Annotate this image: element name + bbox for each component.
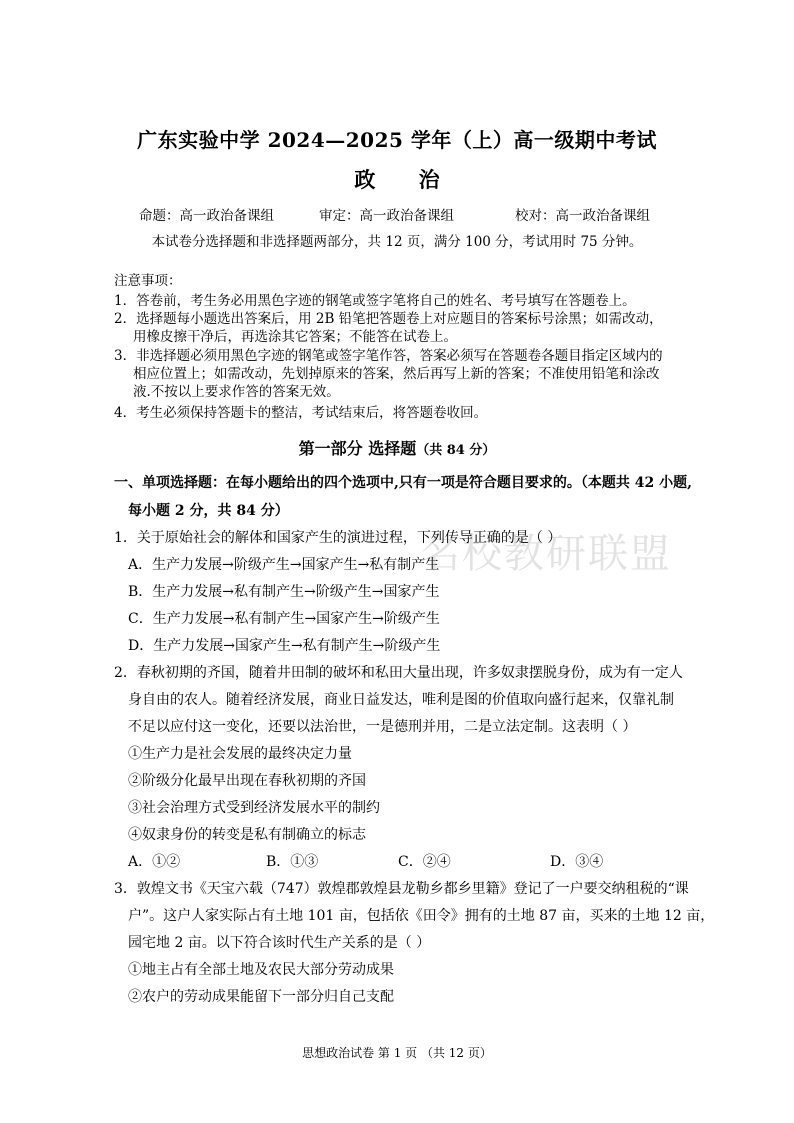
notice-item: 2．选择题每小题选出答案后，用 2B 铅笔把答题卷上对应题目的答案标号涂黑；如需改动， (114, 311, 663, 327)
answer-option: A．①② (128, 854, 181, 870)
answer-option: D．生产力发展→国家产生→私有制产生→阶级产生 (128, 638, 441, 654)
section-instruction-continued: 每小题 2 分，共 84 分） (128, 503, 289, 519)
notice-item-continued: 用橡皮擦干净后，再选涂其它答案；不能答在试卷上。 (133, 329, 457, 345)
section-score: （共 84 分） (416, 443, 496, 458)
section-title: 第一部分 选择题 (298, 439, 417, 458)
notice-item-continued: 液.不按以上要求作答的答案无效。 (133, 384, 340, 400)
question-stem: 3．敦煌文书《天宝六载（747）敦煌郡敦煌县龙勒乡都乡里籍》登记了一户要交纳租税的“课 (114, 881, 689, 897)
notice-item: 3．非选择题必须用黑色字迹的钢笔或签字笔作答，答案必须写在答题卷各题目指定区域内的 (114, 348, 663, 364)
page-footer: 思想政治试卷 第 1 页 （共 12 页） (302, 1046, 492, 1060)
watermark: 名校教研联盟 (420, 531, 672, 577)
statement: ④奴隶身份的转变是私有制确立的标志 (128, 827, 366, 843)
section-instruction: 一、单项选择题：在每小题给出的四个选项中,只有一项是符合题目要求的。（本题共 42 小题, (114, 475, 692, 491)
answer-option: C．②④ (398, 854, 451, 870)
statement: ②农户的劳动成果能留下一部分归自己支配 (128, 989, 394, 1005)
proofreader-credit: 校对：高一政治备课组 (515, 208, 650, 224)
answer-option: B．①③ (266, 854, 319, 870)
notice-heading: 注意事项： (114, 273, 182, 289)
answer-option: C．生产力发展→私有制产生→国家产生→阶级产生 (128, 611, 440, 627)
statement: ①生产力是社会发展的最终决定力量 (128, 746, 352, 762)
question-stem-continued: 户”。这户人家实际占有土地 101 亩，包括依《田令》拥有的土地 87 亩，买来的土地 12 亩， (128, 908, 715, 924)
notice-item: 4．考生必须保持答题卡的整洁，考试结束后，将答题卷收回。 (114, 405, 488, 421)
answer-option: B．生产力发展→私有制产生→阶级产生→国家产生 (128, 584, 440, 600)
notice-item: 1．答卷前，考生务必用黑色字迹的钢笔或签字笔将自己的姓名、考号填写在答题卷上。 (114, 293, 636, 309)
section-heading (0, 436, 794, 459)
notice-item-continued: 相应位置上；如需改动，先划掉原来的答案，然后再写上新的答案；不准使用铅笔和涂改 (133, 366, 660, 382)
exam-title: 广东实验中学 2024—2025 学年（上）高一级期中考试 (137, 128, 657, 152)
exam-intro: 本试卷分选择题和非选择题两部分，共 12 页，满分 100 分，考试用时 75 分钟。 (151, 234, 643, 250)
question-stem-continued: 身自由的农人。随着经济发展，商业日益发达，唯利是图的价值取向盛行起来，仅靠礼制 (128, 692, 674, 708)
statement: ③社会治理方式受到经济发展水平的制约 (128, 800, 380, 816)
question-stem-continued: 园宅地 2 亩。以下符合该时代生产关系的是（ ） (128, 935, 431, 951)
answer-option: D．③④ (550, 854, 604, 870)
statement: ②阶级分化最早出现在春秋初期的齐国 (128, 773, 366, 789)
answer-option: A．生产力发展→阶级产生→国家产生→私有制产生 (128, 557, 440, 573)
question-stem-continued: 不足以应付这一变化，还要以法治世，一是德刑并用，二是立法定制。这表明（ ） (128, 719, 637, 735)
question-stem: 1．关于原始社会的解体和国家产生的演进过程，下列传导正确的是（ ） (114, 530, 562, 546)
reviewer-credit: 审定：高一政治备课组 (319, 208, 454, 224)
question-stem: 2．春秋初期的齐国，随着井田制的破坏和私田大量出现，许多奴隶摆脱身份，成为有一定人 (114, 665, 683, 681)
subject-title: 政 治 (354, 167, 458, 192)
proposer-credit: 命题：高一政治备课组 (139, 208, 274, 224)
statement: ①地主占有全部土地及农民大部分劳动成果 (128, 962, 394, 978)
